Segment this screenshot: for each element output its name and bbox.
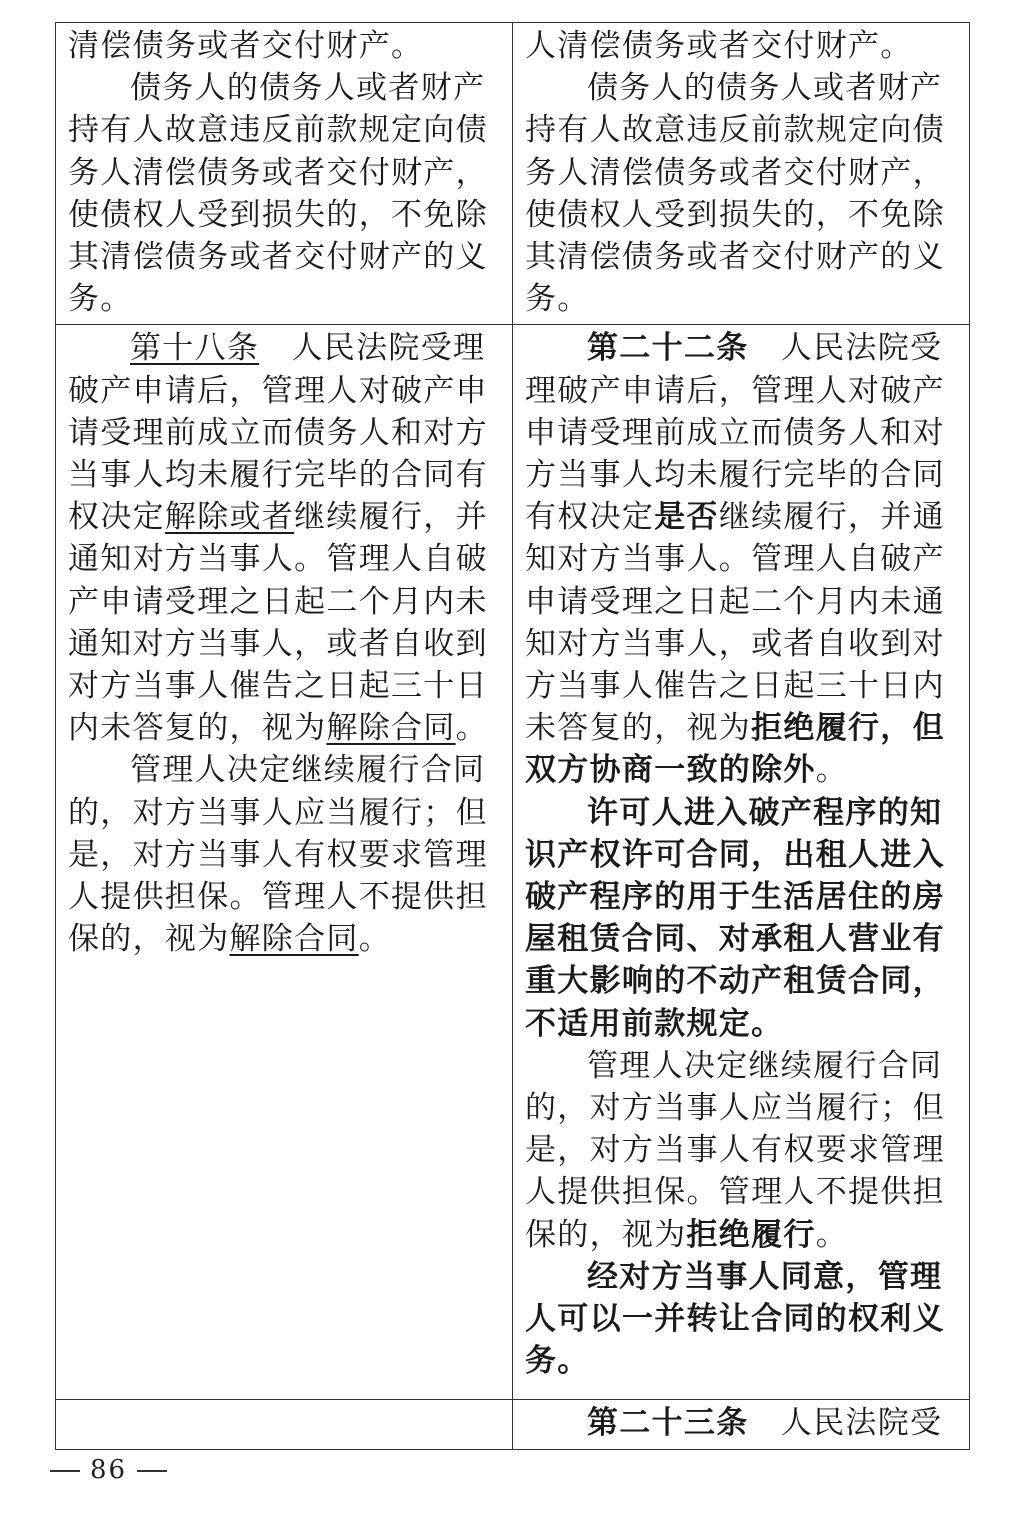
left-cell — [56, 1400, 513, 1449]
article-heading: 第二十三条 — [587, 1405, 749, 1442]
text-run: 人民法院受理破产申请后，管理人对破产申请受理前成立而债务人和对方当事人均未履行完毕的合同有权决定 — [68, 330, 488, 536]
paragraph: 许可人进入破产程序的知识产权许可合同，出租人进入破产程序的用于生活居住的房屋租赁合同、对承租人营业有重大影响的不动产租赁合同，不适用前款规定。 — [525, 794, 945, 1042]
paragraph — [68, 327, 500, 749]
page-number-text: 86 — [90, 1455, 128, 1485]
text-run: 人民法院受 — [748, 1405, 943, 1442]
text-line: 清偿债务或者交付财产。 — [68, 28, 424, 64]
underlined-text: 解除或者 — [164, 499, 295, 536]
text-run: 管理人决定继续履行合同的，对方当事人应当履行；但是，对方当事人有权要求管理人提供担保。管理人不提供担保的，视为 — [68, 752, 488, 958]
right-cell — [513, 1400, 970, 1449]
text-run: 。 — [358, 921, 392, 958]
text-run: 。 — [455, 710, 488, 747]
underlined-text: 解除合同 — [229, 921, 359, 958]
dash-decoration — [50, 1470, 80, 1472]
text-run: 。 — [815, 752, 849, 789]
article-heading: 第二十二条 — [587, 330, 749, 367]
paragraph — [525, 1402, 957, 1444]
text-run: 人民法院受理破产申请后，管理人对破产申请受理前成立而债务人和对方当事人均未履行完毕的合同有权决定 — [525, 330, 945, 536]
dash-decoration — [137, 1470, 167, 1472]
bold-text: 拒绝履行 — [686, 1216, 816, 1253]
article-heading: 第十八条 — [130, 330, 260, 367]
right-cell — [513, 23, 970, 325]
left-cell — [56, 325, 513, 1400]
right-cell — [513, 325, 970, 1400]
paragraph — [525, 1045, 957, 1256]
bold-text: 是否 — [654, 499, 719, 536]
table-row — [56, 23, 970, 325]
page-number — [40, 1455, 177, 1485]
comparison-table — [55, 22, 970, 1450]
text-line: 人清偿债务或者交付财产。 — [525, 28, 913, 64]
left-cell — [56, 23, 513, 325]
text-run: 继续履行，并通知对方当事人。管理人自破产申请受理之日起二个月内未通知对方当事人，或者自收到对方当事人催告之日起三十日内未答复的，视为 — [525, 499, 945, 747]
paragraph: 债务人的债务人或者财产持有人故意违反前款规定向债务人清偿债务或者交付财产，使债权人受到损失的，不免除其清偿债务或者交付财产的义务。 — [525, 70, 945, 318]
table-row — [56, 325, 970, 1400]
table-row — [56, 1400, 970, 1449]
text-run: 管理人决定继续履行合同的，对方当事人应当履行；但是，对方当事人有权要求管理人提供担保。管理人不提供担保的，视为 — [525, 1047, 945, 1253]
paragraph: 经对方当事人同意，管理人可以一并转让合同的权利义务。 — [525, 1258, 945, 1380]
text-run: 。 — [815, 1216, 849, 1253]
paragraph — [68, 749, 500, 960]
underlined-text: 解除合同 — [326, 710, 456, 747]
bold-text: 拒绝履行，但双方协商一致的除外 — [525, 710, 945, 789]
paragraph — [525, 327, 957, 791]
text-run: 继续履行，并通知对方当事人。管理人自破产申请受理之日起二个月内未通知对方当事人，或者自收到对方当事人催告之日起三十日内未答复的，视为 — [68, 499, 488, 747]
paragraph: 债务人的债务人或者财产持有人故意违反前款规定向债务人清偿债务或者交付财产，使债权人受到损失的，不免除其清偿债务或者交付财产的义务。 — [68, 70, 488, 318]
